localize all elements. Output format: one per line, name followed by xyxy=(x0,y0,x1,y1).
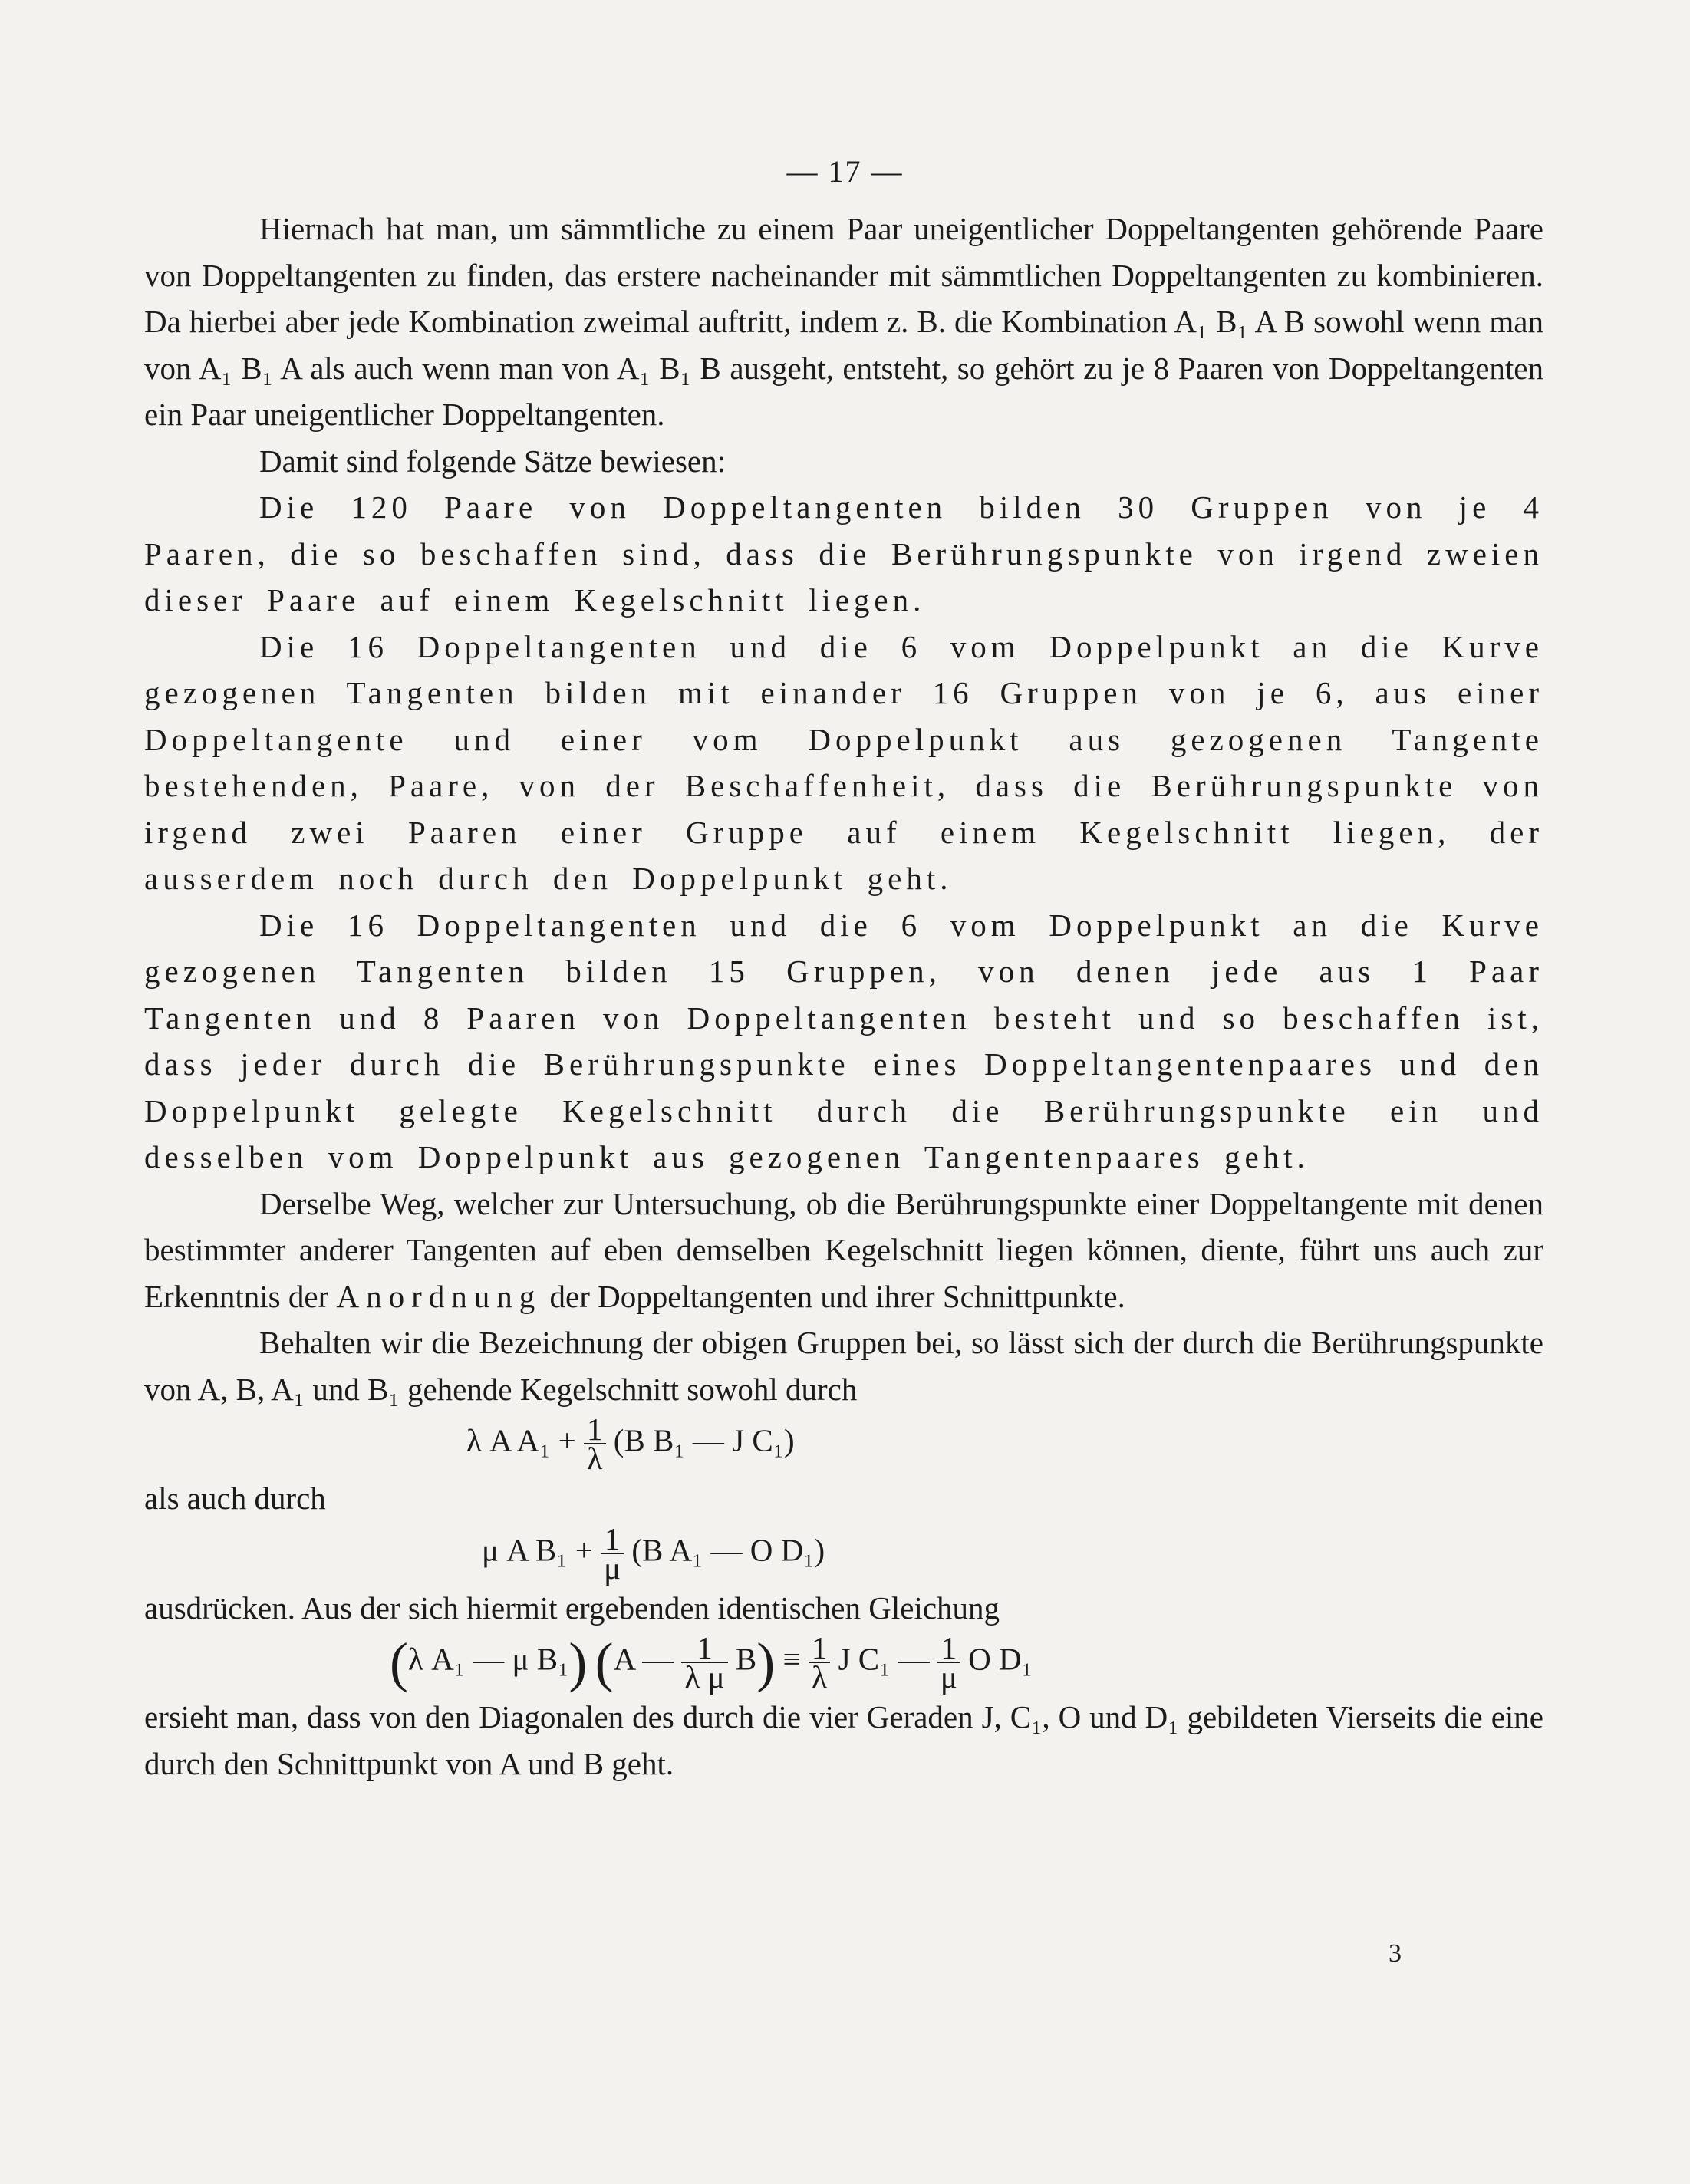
paragraph-6 xyxy=(144,1181,1543,1320)
eq3-equiv: ≡ xyxy=(782,1641,801,1677)
page-number: — 17 — xyxy=(786,154,904,189)
equation-1 xyxy=(466,1412,1543,1476)
eq2-right: (B A₁ — O D₁) xyxy=(631,1531,825,1567)
signature-mark: 3 xyxy=(1389,1939,1402,1968)
eq3-term-b-end: B xyxy=(735,1641,757,1677)
eq3-d-denominator: μ xyxy=(940,1659,957,1695)
eq3-term-c: J C₁ — xyxy=(838,1641,930,1677)
paragraph-10: ersieht man, dass von den Diagonalen des durch die vier Geraden J, C₁, O und D₁ gebildeten Vierseits die eine durch den Schnittpunkt von A und B geht. xyxy=(144,1699,1543,1781)
eq3-b-numerator: 1 xyxy=(681,1634,727,1663)
paren-open-2: ( xyxy=(595,1632,614,1693)
eq2-left: μ A B₁ + xyxy=(482,1531,593,1567)
equation-2 xyxy=(482,1520,1543,1586)
theorem-2: Die 16 Doppeltangenten und die 6 vom Doppelpunkt an die Kurve gezogenen Tangenten bilden mit einander 16 Gruppen von je 6, aus einer Doppeltangente und einer vom Doppelpunkt aus gezogenen Tangente bestehenden, Paare, von der Beschaffenheit, dass die Berührungspunkte von irgend zwei Paaren einer Gruppe auf einem Kegelschnitt liegen, der ausserdem noch durch den Doppelpunkt geht. xyxy=(144,628,1543,896)
eq3-d-fraction xyxy=(937,1630,960,1695)
body-text xyxy=(144,206,1543,1787)
eq2-numerator: 1 xyxy=(601,1525,624,1554)
eq3-c-fraction xyxy=(809,1630,831,1695)
paren-close-2: ) xyxy=(756,1632,776,1693)
paragraph-6-end: der Doppeltangenten und ihrer Schnittpunkte. xyxy=(549,1278,1125,1314)
theorem-3: Die 16 Doppeltangenten und die 6 vom Doppelpunkt an die Kurve gezogenen Tangenten bilden 15 Gruppen, von denen jede aus 1 Paar Tangenten und 8 Paaren von Doppeltangenten besteht und so beschaffen ist, dass jeder durch die Berührungspunkte eines Doppeltangentenpaares und den Doppelpunkt gelegte Kegelschnitt durch die Berührungspunkte ein und desselben vom Doppelpunkt aus gezogenen Tangentenpaares geht. xyxy=(144,907,1543,1174)
paragraph-9: ausdrücken. Aus der sich hiermit ergebenden identischen Gleichung xyxy=(144,1589,1000,1626)
eq2-denominator: μ xyxy=(604,1550,621,1586)
paragraph-8: als auch durch xyxy=(144,1481,326,1516)
paragraph-7: Behalten wir die Bezeichnung der obigen Gruppen bei, so lässt sich der durch die Berührungspunkte von A, B, A₁ und B₁ gehende Kegelschnitt sowohl durch xyxy=(144,1325,1543,1407)
paragraph-1: Hiernach hat man, um sämmtliche zu einem Paar uneigentlicher Doppeltangenten gehörende Paare von Doppeltangenten zu finden, das erstere nacheinander mit sämmtlichen Doppeltangenten zu kombinieren. Da hierbei aber jede Kombination zweimal auftritt, indem z. B. die Kombination A₁ B₁ A B sowohl wenn man von A₁ B₁ A als auch wenn man von A₁ B₁ B ausgeht, entsteht, so gehört zu je 8 Paaren von Doppeltangenten ein Paar uneigentlicher Doppeltangenten. xyxy=(144,211,1543,432)
emphasis-anordnung: Anordnung xyxy=(336,1278,542,1314)
theorem-1: Die 120 Paare von Doppeltangenten bilden 30 Gruppen von je 4 Paaren, die so beschaffen sind, dass die Berührungspunkte von irgend zweien dieser Paare auf einem Kegelschnitt liegen. xyxy=(144,489,1543,618)
paren-close-1: ) xyxy=(568,1632,588,1693)
eq3-term-d: O D₁ xyxy=(968,1641,1033,1677)
eq3-b-fraction xyxy=(681,1630,727,1695)
eq3-c-denominator: λ xyxy=(812,1659,827,1695)
eq1-denominator: λ xyxy=(587,1441,603,1476)
eq3-b-denominator: λ μ xyxy=(684,1659,725,1695)
paragraph-2: Damit sind folgende Sätze bewiesen: xyxy=(259,443,726,479)
eq2-fraction xyxy=(601,1520,624,1586)
eq3-c-numerator: 1 xyxy=(809,1634,831,1663)
eq1-numerator: 1 xyxy=(584,1415,606,1444)
eq3-d-numerator: 1 xyxy=(937,1634,960,1663)
paren-open-1: ( xyxy=(390,1632,408,1693)
eq1-left: λ A A₁ + xyxy=(466,1422,576,1458)
eq3-term-a: λ A₁ — μ B₁ xyxy=(407,1641,569,1677)
eq3-term-b: A — xyxy=(613,1641,674,1677)
eq1-right: (B B₁ — J C₁) xyxy=(613,1422,795,1458)
equation-3 xyxy=(390,1630,1543,1695)
paragraph-6-text: Derselbe Weg, welcher zur Untersuchung, ob die Berührungspunkte einer Doppeltangente mit denen bestimmter anderer Tangenten auf eben demselben Kegelschnitt liegen können, diente, führt uns auch zur Erkenntnis der xyxy=(144,1185,1543,1314)
eq1-fraction xyxy=(584,1412,606,1476)
